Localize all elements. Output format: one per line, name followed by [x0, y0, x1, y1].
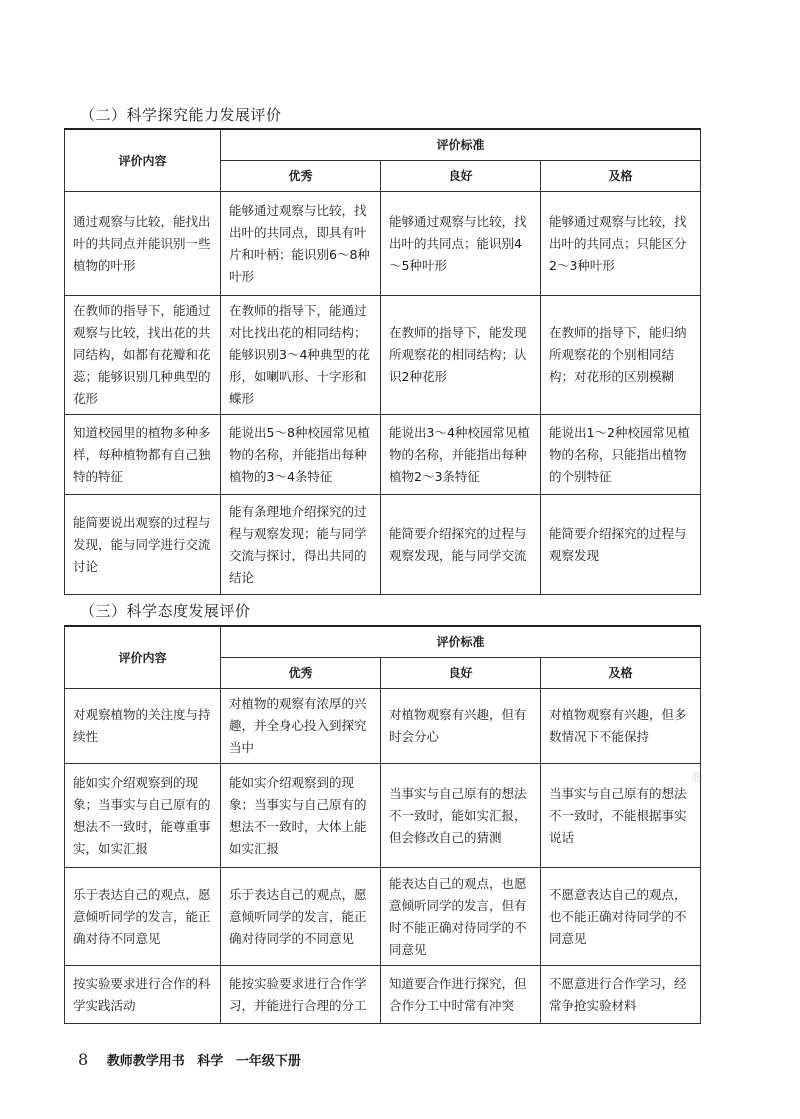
table-row — [65, 296, 701, 415]
cell-pass: 在教师的指导下，能归纳所观察花的个别相同结构；对花形的区别模糊 — [541, 296, 701, 415]
cell-content: 能如实介绍观察到的现象；当事实与自己原有的想法不一致时，能尊重事实，如实汇报 — [65, 764, 221, 868]
cell-pass: 能够通过观察与比较，找出叶的共同点；只能区分2～3种叶形 — [541, 192, 701, 296]
page-footer — [78, 1050, 301, 1069]
subject: 科学 — [197, 1054, 224, 1069]
table-row — [65, 495, 701, 595]
cell-pass: 当事实与自己原有的想法不一致时，不能根据事实说话 — [541, 764, 701, 868]
cell-content: 乐于表达自己的观点，愿意倾听同学的发言，能正确对待不同意见 — [65, 868, 221, 966]
cell-excellent: 能够通过观察与比较，找出叶的共同点，即具有叶片和叶柄；能识别6～8种叶形 — [221, 192, 381, 296]
cell-content: 对观察植物的关注度与持续性 — [65, 689, 221, 764]
cell-good: 能简要介绍探究的过程与观察发现，能与同学交流 — [381, 495, 541, 595]
header-excellent: 优秀 — [221, 658, 381, 689]
cell-content: 在教师的指导下，能通过观察与比较，找出花的共同结构，如都有花瓣和花蕊；能够识别几种典型的花形 — [65, 296, 221, 415]
cell-good: 能表达自己的观点，也愿意倾听同学的发言，但有时不能正确对待同学的不同意见 — [381, 868, 541, 966]
cell-pass: 对植物观察有兴趣，但多数情况下不能保持 — [541, 689, 701, 764]
section-title: （二）科学探究能力发展评价 — [80, 106, 282, 124]
cell-content: 通过观察与比较，能找出叶的共同点并能识别一些植物的叶形 — [65, 192, 221, 296]
header-content: 评价内容 — [65, 626, 221, 689]
header-standard: 评价标准 — [221, 626, 701, 658]
table-row — [65, 192, 701, 296]
page-number: 8 — [78, 1050, 89, 1069]
cell-pass: 能简要介绍探究的过程与观察发现 — [541, 495, 701, 595]
cell-excellent: 能按实验要求进行合作学习，并能进行合理的分工 — [221, 966, 381, 1024]
cell-good: 对植物观察有兴趣，但有时会分心 — [381, 689, 541, 764]
cell-content: 按实验要求进行合作的科学实践活动 — [65, 966, 221, 1024]
cell-excellent: 能如实介绍观察到的现象；当事实与自己原有的想法不一致时，大体上能如实汇报 — [221, 764, 381, 868]
cell-good: 在教师的指导下，能发现所观察花的相同结构；认识2种花形 — [381, 296, 541, 415]
cell-excellent: 能说出5～8种校园常见植物的名称，并能指出每种植物的3～4条特征 — [221, 415, 381, 495]
section-title: （三）科学态度发展评价 — [80, 602, 251, 620]
header-excellent: 优秀 — [221, 161, 381, 192]
grade: 一年级下册 — [235, 1054, 301, 1069]
cell-excellent: 能有条理地介绍探究的过程与观察发现；能与同学交流与探讨，得出共同的结论 — [221, 495, 381, 595]
cell-good: 当事实与自己原有的想法不一致时，能如实汇报，但会修改自己的猜测 — [381, 764, 541, 868]
book-title: 教师教学用书 — [106, 1054, 185, 1069]
cell-pass: 不愿意表达自己的观点，也不能正确对待同学的不同意见 — [541, 868, 701, 966]
cell-pass: 不愿意进行合作学习，经常争抢实验材料 — [541, 966, 701, 1024]
table-row — [65, 415, 701, 495]
cell-good: 能够通过观察与比较，找出叶的共同点；能识别4～5种叶形 — [381, 192, 541, 296]
table-row — [65, 764, 701, 868]
cell-content: 知道校园里的植物多种多样，每种植物都有自己独特的特征 — [65, 415, 221, 495]
cell-excellent: 对植物的观察有浓厚的兴趣，并全身心投入到探究当中 — [221, 689, 381, 764]
table-row — [65, 868, 701, 966]
attitude-evaluation-table — [64, 625, 701, 1024]
table-row — [65, 689, 701, 764]
header-standard: 评价标准 — [221, 129, 701, 161]
registered-mark: ® — [690, 770, 704, 786]
cell-excellent: 乐于表达自己的观点，愿意倾听同学的发言，能正确对待同学的不同意见 — [221, 868, 381, 966]
cell-excellent: 在教师的指导下，能通过对比找出花的相同结构；能够识别3～4种典型的花形，如喇叭形、十字形和蝶形 — [221, 296, 381, 415]
cell-good: 知道要合作进行探究，但合作分工中时常有冲突 — [381, 966, 541, 1024]
header-good: 良好 — [381, 658, 541, 689]
cell-good: 能说出3～4种校园常见植物的名称，并能指出每种植物2～3条特征 — [381, 415, 541, 495]
header-good: 良好 — [381, 161, 541, 192]
header-pass: 及格 — [541, 658, 701, 689]
header-pass: 及格 — [541, 161, 701, 192]
table-row — [65, 966, 701, 1024]
inquiry-evaluation-table — [64, 128, 701, 595]
cell-pass: 能说出1～2种校园常见植物的名称，只能指出植物的个别特征 — [541, 415, 701, 495]
header-content: 评价内容 — [65, 129, 221, 192]
cell-content: 能简要说出观察的过程与发现，能与同学进行交流讨论 — [65, 495, 221, 595]
